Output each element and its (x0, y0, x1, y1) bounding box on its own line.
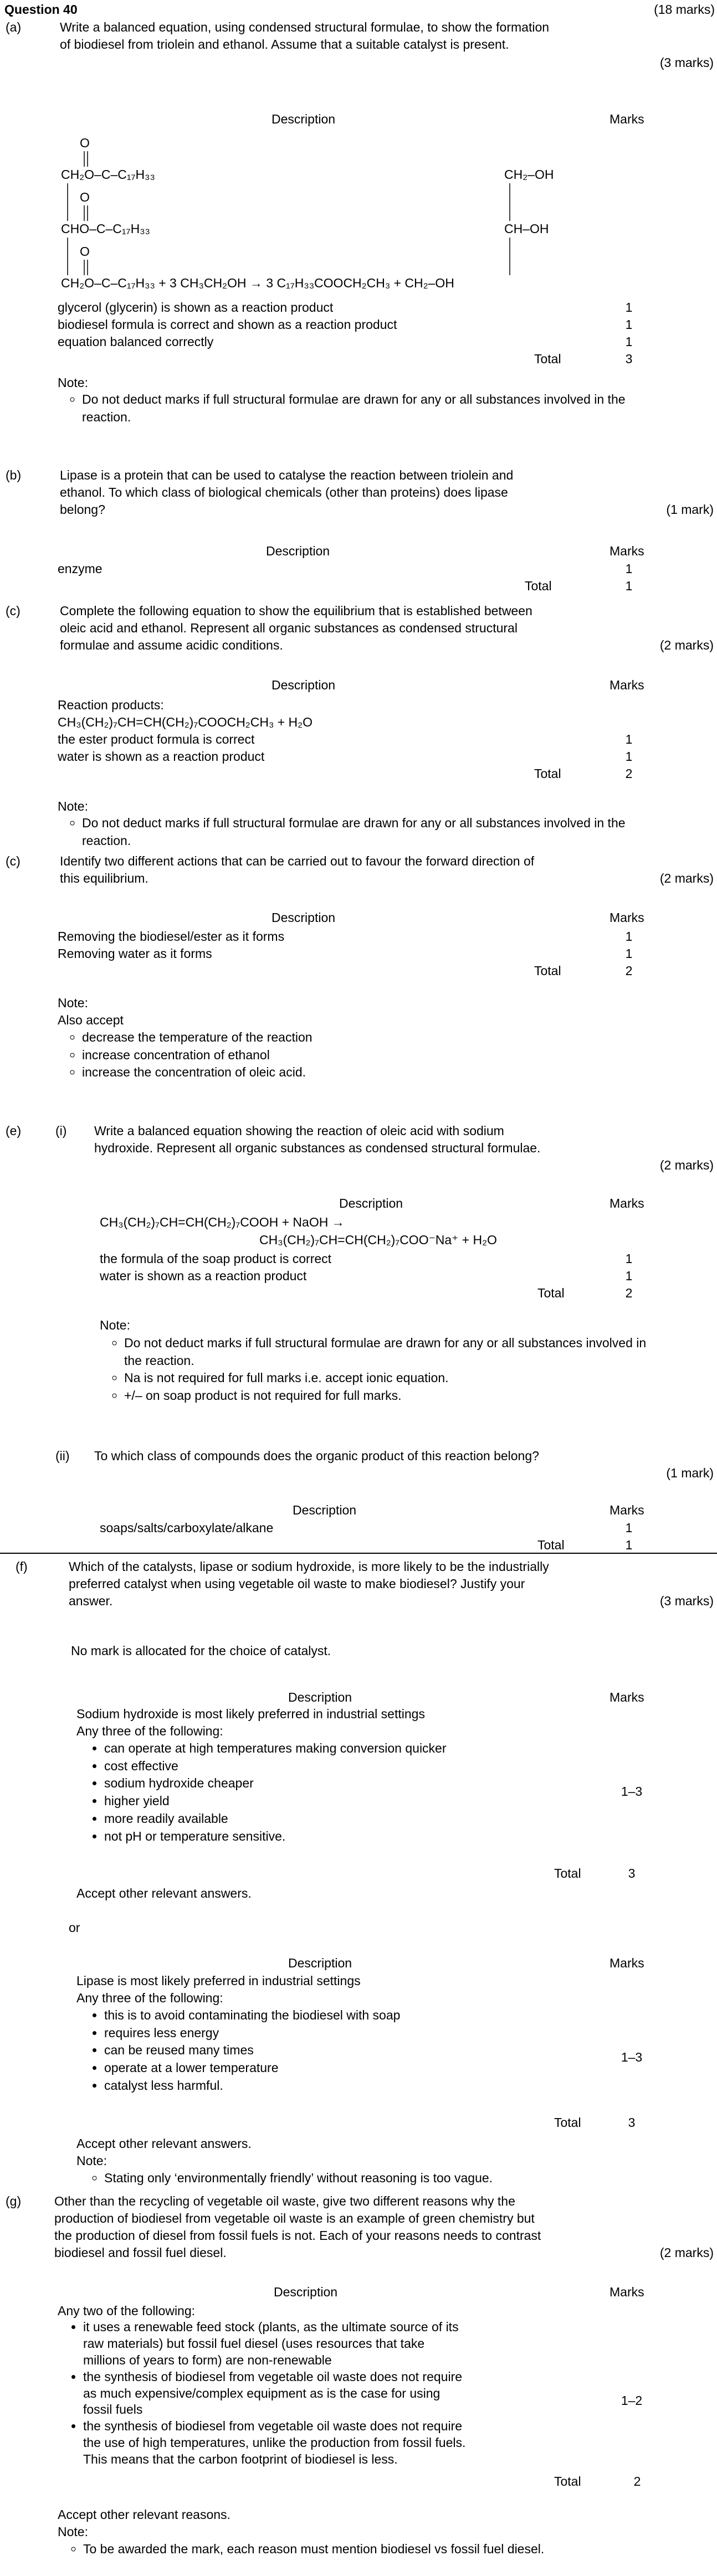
part-c2-label: (c) (6, 854, 21, 868)
eq-product-2: CH–OH (504, 221, 549, 236)
part-f-opt1-mark: 1–3 (621, 1784, 643, 1799)
table-row: water is shown as a reaction product 1 (100, 1269, 633, 1283)
list-item: • sodium hydroxide cheaper (104, 1775, 603, 1792)
part-c2-notes (61, 1029, 675, 1081)
total-row: Total 1 (537, 1538, 633, 1552)
part-c1-intro: Reaction products: (58, 698, 164, 712)
part-e-ii-col-description: Description (293, 1503, 357, 1517)
part-g-mark: 1–2 (621, 2393, 643, 2408)
part-g-col-marks: Marks (610, 2285, 644, 2299)
part-g-any: Any two of the following: (58, 2304, 196, 2318)
eq-product-1: CH₂–OH (504, 167, 554, 182)
part-a-question-2: of biodiesel from triolein and ethanol. Assume that a suitable catalyst is present. (60, 37, 509, 51)
part-f-opt1-list (83, 1740, 603, 1845)
part-g-question-3: the production of diesel from fossil fuels is not. Each of your reasons needs to contrast (54, 2228, 541, 2243)
list-item: • can be reused many times (104, 2042, 603, 2059)
part-f-opt2-notes (83, 2170, 636, 2187)
part-c1-formula: CH₃(CH₂)₇CH=CH(CH₂)₇COOCH₂CH₃ + H₂O (58, 715, 313, 729)
page-divider (0, 1553, 717, 1554)
part-f-opt1-any: Any three of the following: (76, 1724, 223, 1738)
note-item: ◦ increase concentration of ethanol (82, 1047, 675, 1064)
list-item: • requires less energy (104, 2024, 603, 2042)
table-row: soaps/salts/carboxylate/alkane 1 (100, 1521, 633, 1535)
part-c2-col-description: Description (272, 910, 336, 925)
part-f-opt2-list (83, 2007, 603, 2095)
part-f-opt1-total-label: Total (554, 1866, 581, 1881)
total-row: Total 3 (534, 352, 633, 366)
part-f-opt1-head: Sodium hydroxide is most likely preferred in industrial settings (76, 1707, 425, 1721)
table-row: biodiesel formula is correct and shown as a reaction product 1 (58, 317, 633, 332)
note-item: ◦ increase the concentration of oleic acid. (82, 1064, 675, 1081)
part-f-or: or (69, 1920, 80, 1935)
part-f-opt2-total-label: Total (554, 2115, 581, 2130)
part-g-notes (62, 2541, 717, 2558)
note-item: ◦ Stating only ‘environmentally friendly’ without reasoning is too vague. (104, 2170, 636, 2187)
part-b-col-marks: Marks (610, 544, 644, 558)
part-c1-rows (58, 731, 662, 783)
part-f-question-1: Which of the catalysts, lipase or sodium hydroxide, is more likely to be the industrially (69, 1559, 549, 1574)
list-item: • can operate at high temperatures making conversion quicker (104, 1740, 603, 1758)
table-row: enzyme 1 (58, 561, 633, 576)
part-c1-label: (c) (6, 604, 21, 618)
part-e-i-marks: (2 marks) (659, 1158, 714, 1172)
part-f-no-mark: No mark is allocated for the choice of catalyst. (71, 1644, 331, 1658)
list-item: • higher yield (104, 1792, 603, 1810)
table-row: the formula of the soap product is correct 1 (100, 1251, 633, 1266)
list-item: • this is to avoid contaminating the biodiesel with soap (104, 2007, 603, 2024)
part-g-col-description: Description (274, 2285, 338, 2299)
part-f-opt2-accept: Accept other relevant answers. (76, 2136, 252, 2151)
part-e-ii-rows (100, 1519, 662, 1554)
list-item: • not pH or temperature sensitive. (104, 1828, 603, 1846)
part-e-ii-label: (ii) (55, 1449, 70, 1463)
part-e-i-label: (i) (55, 1124, 67, 1138)
part-c1-question-3: formulae and assume acidic conditions. (60, 638, 283, 652)
eq-row-1: CH₂O–C–C₁₇H₃₃ (61, 167, 155, 182)
note-item: ◦ To be awarded the mark, each reason must mention biodiesel vs fossil fuel diesel. (83, 2541, 717, 2558)
note-item: ◦ Do not deduct marks if full structural formulae are drawn for any or all substances involved in the reaction. (82, 815, 675, 849)
part-c1-question-1: Complete the following equation to show the equilibrium that is established between (60, 604, 532, 618)
part-f-opt1-total: 3 (628, 1866, 636, 1881)
part-c2-rows (58, 928, 662, 980)
part-g-label: (g) (6, 2194, 22, 2208)
part-g-list (62, 2319, 582, 2468)
part-a-marks: (3 marks) (659, 55, 714, 70)
carbonyl-o-3: O (80, 244, 90, 259)
note-item: ◦ Na is not required for full marks i.e. accept ionic equation. (124, 1369, 656, 1387)
part-a-notes (61, 391, 675, 426)
eq-row-3: CH₂O–C–C₁₇H₃₃ + 3 CH₃CH₂OH → 3 C₁₇H₃₃COOCH₂CH₃ + CH₂–OH (61, 276, 454, 290)
part-f-opt1-accept: Accept other relevant answers. (76, 1886, 252, 1900)
part-e-i-col-description: Description (339, 1196, 403, 1210)
part-f-opt2-note-label: Note: (76, 2153, 107, 2168)
table-row: equation balanced correctly 1 (58, 334, 633, 349)
part-g-marks: (2 marks) (659, 2245, 714, 2260)
part-f-col-description-2: Description (288, 1956, 352, 1970)
question-total-marks: (18 marks) (654, 2, 715, 17)
list-item: • the synthesis of biodiesel from vegetable oil waste does not require as much expensive/complex equipment as is the case for using fossil fuels (83, 2369, 582, 2419)
part-f-label: (f) (16, 1559, 28, 1574)
part-c1-notes (61, 815, 675, 849)
part-g-total-label: Total (554, 2474, 581, 2489)
part-f-col-description-1: Description (288, 1690, 352, 1704)
part-e-ii-question-1: To which class of compounds does the organic product of this reaction belong? (94, 1449, 539, 1463)
part-b-question-2: ethanol. To which class of biological chemicals (other than proteins) does lipase (60, 485, 508, 499)
part-c2-note-label: Note: (58, 996, 88, 1010)
part-a-note-label: Note: (58, 375, 88, 390)
note-item: ◦ Do not deduct marks if full structural formulae are drawn for any or all substances involved in the reaction. (82, 391, 675, 426)
part-g-total: 2 (633, 2474, 641, 2489)
part-b-rows (58, 560, 662, 595)
part-a-rows (58, 299, 662, 368)
part-f-question-2: preferred catalyst when using vegetable oil waste to make biodiesel? Justify your (69, 1576, 525, 1591)
table-row: Removing the biodiesel/ester as it forms 1 (58, 929, 633, 944)
part-b-question-1: Lipase is a protein that can be used to catalyse the reaction between triolein and (60, 468, 514, 482)
bond-lines (58, 135, 612, 295)
part-e-i-eq2: CH₃(CH₂)₇CH=CH(CH₂)₇COO⁻Na⁺ + H₂O (259, 1233, 497, 1247)
part-f-opt2-total: 3 (628, 2115, 636, 2130)
part-e-i-eq1: CH₃(CH₂)₇CH=CH(CH₂)₇COOH + NaOH → (100, 1215, 345, 1229)
list-item: • cost effective (104, 1758, 603, 1775)
part-a-label: (a) (6, 20, 22, 34)
table-row: the ester product formula is correct 1 (58, 732, 633, 746)
table-row: Removing water as it forms 1 (58, 946, 633, 961)
part-c1-note-label: Note: (58, 799, 88, 813)
part-e-i-rows (100, 1250, 662, 1302)
part-c2-marks: (2 marks) (659, 871, 714, 885)
part-c1-question-2: oleic acid and ethanol. Represent all organic substances as condensed structural (60, 621, 518, 635)
part-b-marks: (1 mark) (666, 502, 714, 517)
part-e-i-notes (103, 1335, 656, 1405)
part-e-i-question-1: Write a balanced equation showing the reaction of oleic acid with sodium (94, 1124, 504, 1138)
part-c1-marks: (2 marks) (659, 638, 714, 652)
part-c1-col-marks: Marks (610, 678, 644, 692)
table-row: water is shown as a reaction product 1 (58, 749, 633, 764)
part-b-col-description: Description (266, 544, 330, 558)
total-row: Total 2 (534, 964, 633, 978)
part-e-label: (e) (6, 1124, 22, 1138)
total-row: Total 2 (537, 1286, 633, 1300)
part-f-question-3: answer. (69, 1594, 113, 1608)
part-e-i-note-label: Note: (100, 1318, 130, 1332)
list-item: • more readily available (104, 1810, 603, 1828)
part-b-label: (b) (6, 468, 22, 482)
part-e-i-col-marks: Marks (610, 1196, 644, 1210)
note-item: ◦ +/– on soap product is not required for full marks. (124, 1387, 656, 1405)
part-a-question-1: Write a balanced equation, using condensed structural formulae, to show the formation (60, 20, 550, 34)
table-row: glycerol (glycerin) is shown as a reaction product 1 (58, 300, 633, 315)
list-item: • the synthesis of biodiesel from vegetable oil waste does not require the use of high temperatures, unlike the production from fossil fuels. This means that the carbon footprint of biodiesel is less. (83, 2418, 582, 2468)
part-e-ii-col-marks: Marks (610, 1503, 644, 1517)
part-c2-col-marks: Marks (610, 910, 644, 925)
part-g-accept: Accept other relevant reasons. (58, 2507, 231, 2522)
carbonyl-o-2: O (80, 190, 90, 204)
part-g-question-2: production of biodiesel from vegetable oil waste is an example of green chemistry but (54, 2211, 535, 2225)
part-g-question-1: Other than the recycling of vegetable oil waste, give two different reasons why the (54, 2194, 515, 2208)
part-a-col-description: Description (272, 112, 336, 126)
part-f-marks: (3 marks) (659, 1594, 714, 1608)
total-row: Total 1 (525, 579, 633, 593)
list-item: • it uses a renewable feed stock (plants, as the ultimate source of its raw materials) but fossil fuel diesel (uses resources that take millions of years to form) are non-renewable (83, 2319, 582, 2369)
part-c2-question-1: Identify two different actions that can be carried out to favour the forward direction of (60, 854, 535, 868)
question-title: Question 40 (4, 2, 78, 17)
part-f-opt2-mark: 1–3 (621, 2050, 643, 2064)
part-c2-question-2: this equilibrium. (60, 871, 148, 885)
part-f-opt2-any: Any three of the following: (76, 1991, 223, 2005)
part-e-ii-marks: (1 mark) (666, 1466, 714, 1480)
note-item: ◦ decrease the temperature of the reaction (82, 1029, 675, 1047)
part-e-i-question-2: hydroxide. Represent all organic substances as condensed structural formulae. (94, 1141, 541, 1155)
list-item: • operate at a lower temperature (104, 2059, 603, 2077)
part-f-col-marks-1: Marks (610, 1690, 644, 1704)
eq-row-2: CHO–C–C₁₇H₃₃ (61, 221, 150, 236)
note-item: ◦ Do not deduct marks if full structural formulae are drawn for any or all substances involved in the reaction. (124, 1335, 656, 1369)
part-g-question-4: biodiesel and fossil fuel diesel. (54, 2245, 227, 2260)
part-b-question-3: belong? (60, 502, 105, 517)
part-a-equation (58, 135, 612, 295)
part-c2-also-accept: Also accept (58, 1013, 124, 1027)
part-c1-col-description: Description (272, 678, 336, 692)
part-f-opt2-head: Lipase is most likely preferred in industrial settings (76, 1974, 361, 1988)
part-g-note-label: Note: (58, 2525, 88, 2539)
list-item: • catalyst less harmful. (104, 2077, 603, 2095)
part-f-col-marks-2: Marks (610, 1956, 644, 1970)
total-row: Total 2 (534, 766, 633, 781)
carbonyl-o-1: O (80, 136, 90, 150)
part-a-col-marks: Marks (610, 112, 644, 126)
